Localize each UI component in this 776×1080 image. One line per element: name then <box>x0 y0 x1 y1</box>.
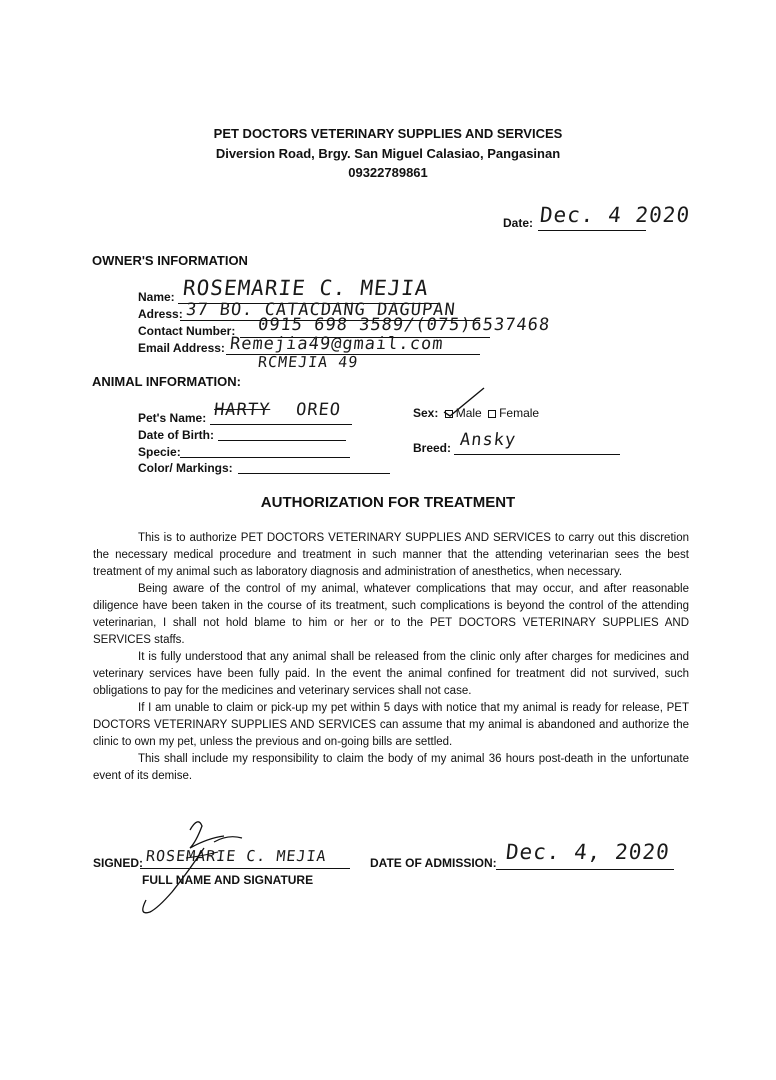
signed-value: ROSEMARIE C. MEJIA <box>145 847 328 865</box>
pet-name-line <box>210 424 352 425</box>
specie-line <box>180 457 350 458</box>
breed-line <box>454 454 620 455</box>
owner-email-label: Email Address: <box>138 341 225 355</box>
breed-value: Ansky <box>458 430 518 450</box>
dob-line <box>218 440 346 441</box>
signed-label: SIGNED: <box>93 856 144 870</box>
business-address: Diversion Road, Brgy. San Miguel Calasiao, Pangasinan <box>215 146 561 161</box>
admission-line <box>496 869 674 870</box>
date-line <box>538 230 646 231</box>
color-label: Color/ Markings: <box>138 461 233 475</box>
authorization-title: AUTHORIZATION FOR TREATMENT <box>260 494 516 511</box>
sex-label: Sex: <box>413 406 439 420</box>
signature-caption: FULL NAME AND SIGNATURE <box>142 873 314 887</box>
pet-name-label: Pet's Name: <box>138 411 207 425</box>
sex-male-label: Male <box>455 406 482 420</box>
owner-contact-label: Contact Number: <box>138 324 236 338</box>
signature-scribble <box>128 812 288 922</box>
business-phone: 09322789861 <box>348 165 428 180</box>
date-value: Dec. 4 2020 <box>538 203 692 227</box>
pet-name-struck: HARTY <box>212 400 272 420</box>
owner-section-title: OWNER'S INFORMATION <box>92 253 248 268</box>
owner-address-value: 37 BO. CATACDANG DAGUPAN <box>184 300 457 320</box>
male-checkmark-icon <box>440 386 490 418</box>
owner-name-value: ROSEMARIE C. MEJIA <box>181 276 430 300</box>
breed-label: Breed: <box>413 441 452 455</box>
owner-contact-value: 0915 698 3589/(075)6537468 <box>256 315 552 335</box>
dob-label: Date of Birth: <box>138 428 214 442</box>
owner-name-label: Name: <box>138 290 175 304</box>
authorization-paragraph-4: If I am unable to claim or pick-up my pet within 5 days with notice that my animal is ready for release, PET DOCTORS VETERINARY SUPPLIES AND SERVICES can assume that my animal is abandoned and authorize the clinic to own my pet, unless the previous and on-going bills are settled. <box>93 702 689 748</box>
authorization-paragraph-1: This is to authorize PET DOCTORS VETERINARY SUPPLIES AND SERVICES to carry out this discretion the necessary medical procedure and treatment in such manner that the attending veterinarian sees the best treatment of my animal such as laboratory diagnosis and administration of anesthetics, when necessary. <box>93 532 689 578</box>
owner-email-extra: RCMEJIA 49 <box>257 353 360 371</box>
authorization-paragraph-2: Being aware of the control of my animal, whatever complications that may occur, and after reasonable diligence have been taken in the course of its treatment, such complications is beyond the control of the attending veterinarian, I shall not hold blame to him or her or to the PET DOCTORS VETERINARY SUPPLIES AND SERVICES staffs. <box>93 583 689 646</box>
business-name: PET DOCTORS VETERINARY SUPPLIES AND SERVICES <box>213 126 563 141</box>
authorization-paragraph-3: It is fully understood that any animal shall be released from the clinic only after charges for medicines and veterinary services have been fully paid. In the event the animal confined for treatment did not survived, such obligations to pay for the medicines and veterinary services shall not case. <box>93 651 689 697</box>
owner-email-value: Remejia49@gmail.com <box>228 334 445 354</box>
admission-value: Dec. 4, 2020 <box>504 840 671 864</box>
admission-label: DATE OF ADMISSION: <box>370 856 497 870</box>
color-line <box>238 473 390 474</box>
sex-female-label: Female <box>499 406 540 420</box>
date-label: Date: <box>503 216 534 230</box>
specie-label: Specie: <box>138 445 181 459</box>
owner-address-label: Adress: <box>138 307 183 321</box>
pet-name-value: OREO <box>294 400 343 420</box>
authorization-body <box>93 530 689 785</box>
animal-section-title: ANIMAL INFORMATION: <box>92 374 241 389</box>
authorization-paragraph-5: This shall include my responsibility to claim the body of my animal 36 hours post-death in the unfortunate event of its demise. <box>93 753 689 782</box>
